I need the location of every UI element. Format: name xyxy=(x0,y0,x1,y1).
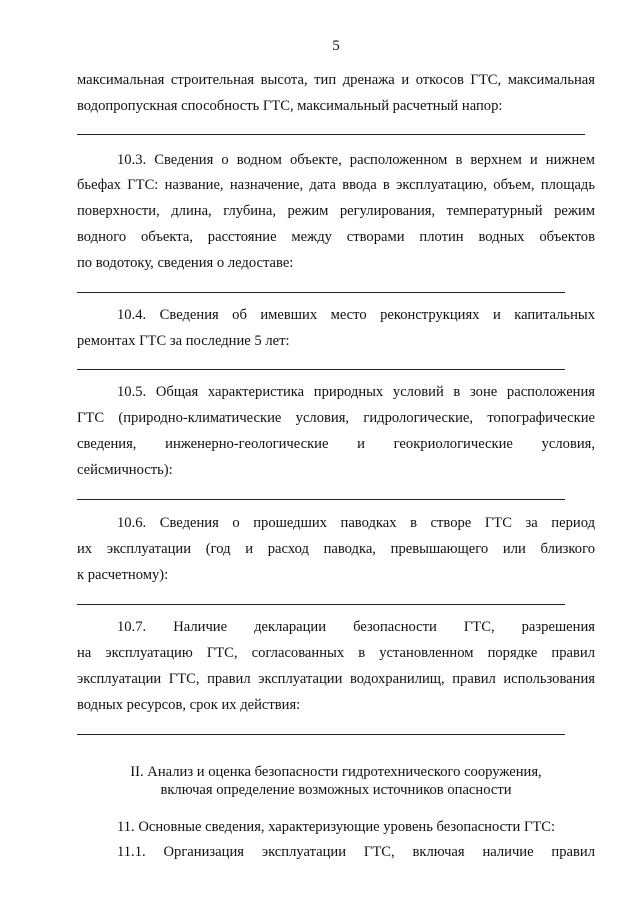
fill-in-line xyxy=(77,734,565,735)
paragraph-10-3-line: по водотоку, сведения о ледоставе: xyxy=(77,255,294,271)
paragraph-10-7-line: на эксплуатацию ГТС, согласованных в установленном порядке правил xyxy=(77,645,595,661)
paragraph-10-6-line: их эксплуатации (год и расход паводка, превышающего или близкого xyxy=(77,541,595,557)
paragraph-10-3-line: водного объекта, расстояние между створами плотин водных объектов xyxy=(77,229,595,245)
fill-in-line xyxy=(77,292,565,293)
paragraph-10-5-line: 10.5. Общая характеристика природных условий в зоне расположения xyxy=(117,384,595,400)
paragraph-10-7-line: эксплуатации ГТС, правил эксплуатации водохранилищ, правил использования xyxy=(77,671,595,687)
paragraph-10-7-line: 10.7. Наличие декларации безопасности ГТС, разрешения xyxy=(117,619,595,635)
paragraph-10-6-line: 10.6. Сведения о прошедших паводках в створе ГТС за период xyxy=(117,515,595,531)
paragraph-11-1-line: 11.1. Организация эксплуатации ГТС, включая наличие правил xyxy=(117,844,595,860)
paragraph-10-4-line: 10.4. Сведения об имевших место реконструкциях и капитальных xyxy=(117,307,595,323)
text-line: водопропускная способность ГТС, максимальный расчетный напор: xyxy=(77,98,503,114)
paragraph-10-3-line: поверхности, длина, глубина, режим регулирования, температурный режим xyxy=(77,203,595,219)
paragraph-11-line: 11. Основные сведения, характеризующие уровень безопасности ГТС: xyxy=(117,819,556,835)
page-number: 5 xyxy=(332,38,340,54)
paragraph-10-5-line: сведения, инженерно-геологические и геокриологические условия, xyxy=(77,436,595,452)
paragraph-10-5-line: ГТС (природно-климатические условия, гидрологические, топографические xyxy=(77,410,595,426)
paragraph-10-5-line: сейсмичность): xyxy=(77,462,173,478)
paragraph-10-7-line: водных ресурсов, срок их действия: xyxy=(77,697,301,713)
section-heading: включая определение возможных источников опасности xyxy=(160,782,512,798)
fill-in-line xyxy=(77,604,565,605)
fill-in-line xyxy=(77,499,565,500)
section-heading: II. Анализ и оценка безопасности гидротехнического сооружения, xyxy=(130,764,542,780)
paragraph-10-4-line: ремонтах ГТС за последние 5 лет: xyxy=(77,333,290,349)
paragraph-10-6-line: к расчетному): xyxy=(77,567,169,583)
paragraph-10-3-line: бьефах ГТС: название, назначение, дата ввода в эксплуатацию, объем, площадь xyxy=(77,177,595,193)
fill-in-line xyxy=(77,134,585,135)
paragraph-10-3-line: 10.3. Сведения о водном объекте, расположенном в верхнем и нижнем xyxy=(117,152,595,168)
text-line: максимальная строительная высота, тип дренажа и откосов ГТС, максимальная xyxy=(77,72,595,88)
fill-in-line xyxy=(77,369,565,370)
